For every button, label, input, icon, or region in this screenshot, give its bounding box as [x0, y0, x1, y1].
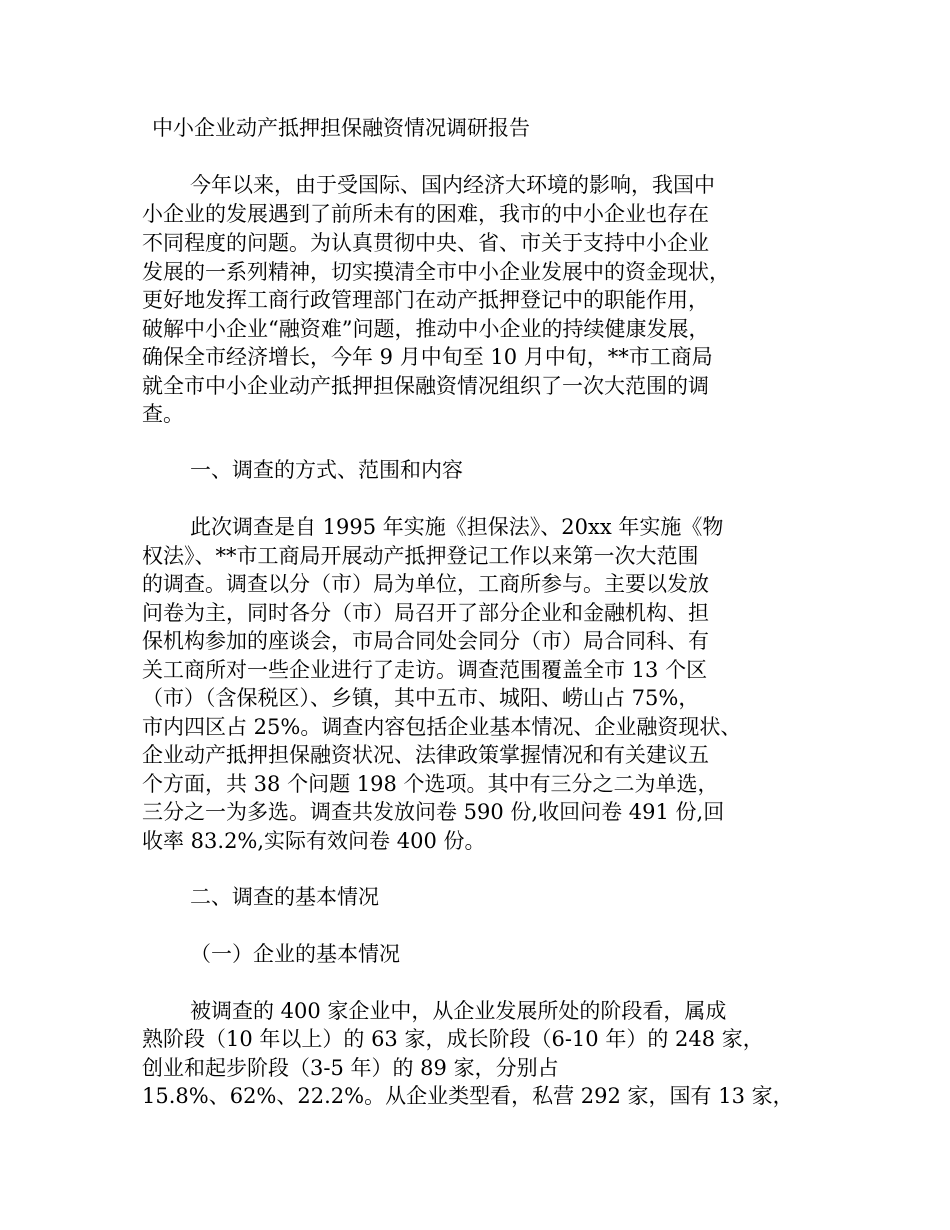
intro-line: 不同程度的问题。为认真贯彻中央、省、市关于支持中小企业 — [142, 231, 709, 255]
paragraph-line: 权法》、**市工商局开展动产抵押登记工作以来第一次大范围 — [142, 544, 699, 568]
intro-line: 查。 — [142, 402, 184, 426]
intro-line: 确保全市经济增长，今年 9 月中旬至 10 月中旬，**市工商局 — [142, 345, 713, 369]
paragraph-line: 企业动产抵押担保融资状况、法律政策掌握情况和有关建议五 — [142, 743, 709, 767]
intro-line: 破解中小企业“融资难”问题，推动中小企业的持续健康发展， — [142, 317, 710, 341]
paragraph-line: 个方面，共 38 个问题 198 个选项。其中有三分之二为单选， — [142, 772, 719, 796]
section-heading: 一、调查的方式、范围和内容 — [190, 458, 463, 482]
paragraph-line: 三分之一为多选。调查共发放问卷 590 份,收回问卷 491 份,回 — [142, 800, 725, 824]
paragraph-line: 此次调查是自 1995 年实施《担保法》、20xx 年实施《物 — [190, 515, 724, 539]
intro-line: 今年以来，由于受国际、国内经济大环境的影响，我国中 — [190, 173, 715, 197]
paragraph-line: （市）（含保税区）、乡镇，其中五市、城阳、崂山占 75%， — [142, 686, 700, 710]
subsection-heading: （一）企业的基本情况 — [190, 942, 400, 966]
section-heading: 二、调查的基本情况 — [190, 885, 379, 909]
paragraph-line: 市内四区占 25%。调查内容包括企业基本情况、企业融资现状、 — [142, 715, 742, 739]
paragraph-line: 创业和起步阶段（3-5 年）的 89 家，分别占 — [142, 1056, 559, 1080]
paragraph-line: 问卷为主，同时各分（市）局召开了部分企业和金融机构、担 — [142, 601, 709, 625]
paragraph-line: 收率 83.2%,实际有效问卷 400 份。 — [142, 829, 486, 853]
paragraph-line: 被调查的 400 家企业中，从企业发展所处的阶段看，属成 — [190, 999, 727, 1023]
intro-line: 更好地发挥工商行政管理部门在动产抵押登记中的职能作用， — [142, 288, 709, 312]
intro-line: 小企业的发展遇到了前所未有的困难，我市的中小企业也存在 — [142, 202, 709, 226]
paragraph-line: 熟阶段（10 年以上）的 63 家，成长阶段（6-10 年）的 248 家， — [142, 1027, 764, 1051]
paragraph-line: 的调查。调查以分（市）局为单位，工商所参与。主要以发放 — [142, 572, 709, 596]
intro-line: 发展的一系列精神，切实摸清全市中小企业发展中的资金现状， — [142, 260, 730, 284]
paragraph-line: 保机构参加的座谈会，市局合同处会同分（市）局合同科、有 — [142, 629, 709, 653]
paragraph-line: 关工商所对一些企业进行了走访。调查范围覆盖全市 13 个区 — [142, 658, 708, 682]
document-title: 中小企业动产抵押担保融资情况调研报告 — [152, 116, 530, 140]
intro-line: 就全市中小企业动产抵押担保融资情况组织了一次大范围的调 — [142, 374, 709, 398]
paragraph-line: 15.8%、62%、22.2%。从企业类型看，私营 292 家，国有 13 家， — [142, 1084, 794, 1108]
